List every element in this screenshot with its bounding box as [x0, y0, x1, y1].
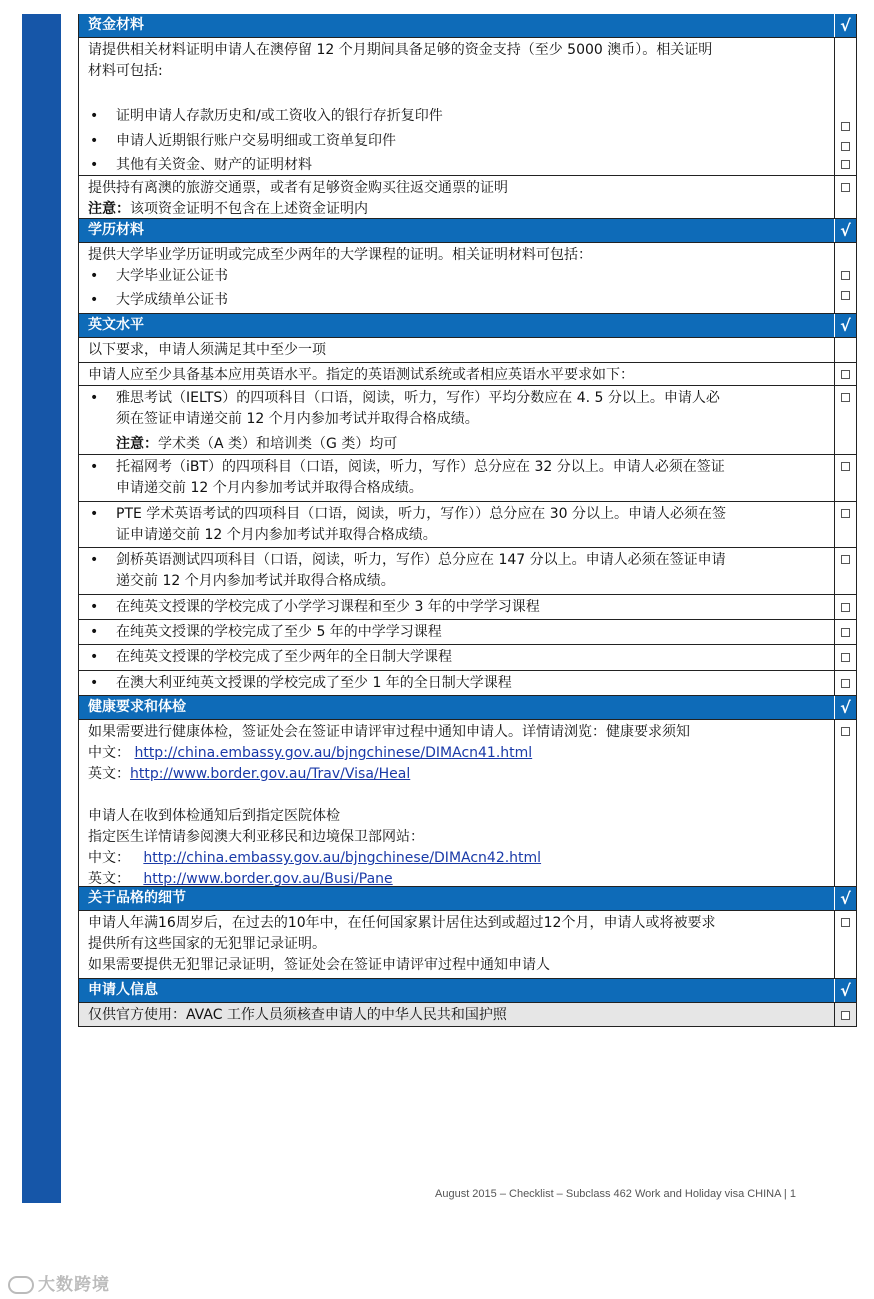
checkbox[interactable] [841, 291, 850, 300]
watermark-logo-icon [8, 1276, 34, 1294]
school-row [79, 671, 856, 696]
list-item: • 在纯英文授课的学校完成了至少 5 年的中学学习课程 [90, 624, 442, 640]
note-text: 该项资金证明不包含在上述资金证明内 [130, 201, 368, 217]
section-title: 英文水平 [79, 314, 835, 337]
checkbox[interactable] [841, 918, 850, 927]
check-mark-icon: √ [840, 698, 851, 717]
section-title: 申请人信息 [79, 979, 835, 1002]
checkbox[interactable] [841, 509, 850, 518]
link-label: 中文： [88, 745, 130, 761]
health-row [79, 720, 856, 887]
english-requirement-row [79, 338, 856, 363]
checkbox[interactable] [841, 183, 850, 192]
check-mark-icon: √ [840, 221, 851, 240]
check-mark-icon: √ [840, 316, 851, 335]
checkbox[interactable] [841, 393, 850, 402]
list-item: • 在纯英文授课的学校完成了至少两年的全日制大学课程 [90, 649, 452, 665]
list-item: • 在纯英文授课的学校完成了小学学习课程和至少 3 年的中学学习课程 [90, 599, 540, 615]
checkbox[interactable] [841, 727, 850, 736]
ielts-row [79, 386, 856, 455]
section-header-applicant [79, 979, 856, 1003]
health-link-en[interactable]: http://www.border.gov.au/Trav/Visa/Heal [130, 766, 411, 782]
checkbox[interactable] [841, 1011, 850, 1020]
check-mark-icon: √ [840, 16, 851, 35]
note-label: 注意： [116, 436, 158, 452]
health-text: 申请人在收到体检通知后到指定医院体检 [88, 808, 340, 824]
cambridge-row [79, 548, 856, 595]
english-basic-row [79, 363, 856, 386]
funds-intro-2: 材料可包括: [88, 63, 163, 79]
section-header-education [79, 219, 856, 243]
school-row [79, 595, 856, 620]
page-footer: August 2015 – Checklist – Subclass 462 Work and Holiday visa CHINA | 1 [435, 1188, 796, 1200]
school-row [79, 620, 856, 645]
link-label: 英文： [88, 871, 130, 887]
school-row [79, 645, 856, 671]
character-row [79, 911, 856, 979]
ticket-row [79, 176, 856, 219]
section-header-english [79, 314, 856, 338]
list-item: • 大学毕业证公证书 [90, 268, 228, 284]
watermark: 大数跨境 [8, 1270, 110, 1295]
basic-english-text: 申请人应至少具备基本应用英语水平。指定的英语测试系统或者相应英语水平要求如下： [79, 363, 835, 385]
doctor-link-cn[interactable]: http://china.embassy.gov.au/bjngchinese/DIMAcn42.html [143, 850, 542, 866]
section-header-funds [79, 14, 856, 38]
list-item: • 大学成绩单公证书 [90, 292, 228, 308]
list-item: • 雅思考试（IELTS）的四项科目（口语，阅读，听力，写作）平均分数应在 4. 5 分以上。申请人必 须在签证申请递交前 12 个月内参加考试并取得合格成绩。 [90, 390, 720, 427]
list-item: • 证明申请人存款历史和/或工资收入的银行存折复印件 [90, 108, 443, 124]
doctor-link-en[interactable]: http://www.border.gov.au/Busi/Pane [143, 871, 393, 887]
list-item: • 申请人近期银行账户交易明细或工资单复印件 [90, 133, 396, 149]
checkbox[interactable] [841, 370, 850, 379]
checkbox[interactable] [841, 603, 850, 612]
checkbox[interactable] [841, 142, 850, 151]
checkbox[interactable] [841, 679, 850, 688]
toefl-row [79, 455, 856, 502]
education-intro: 提供大学毕业学历证明或完成至少两年的大学课程的证明。相关证明材料可包括： [88, 247, 592, 263]
checkbox[interactable] [841, 462, 850, 471]
check-mark-icon: √ [840, 981, 851, 1000]
section-header-health [79, 696, 856, 720]
section-title: 关于品格的细节 [79, 887, 835, 910]
list-item: • 其他有关资金、财产的证明材料 [90, 157, 312, 173]
requirement-text: 以下要求，申请人须满足其中至少一项 [79, 338, 835, 362]
sidebar-band [22, 14, 61, 1203]
checkbox[interactable] [841, 555, 850, 564]
checkbox[interactable] [841, 653, 850, 662]
ticket-text: 提供持有离澳的旅游交通票，或者有足够资金购买往返交通票的证明 [88, 180, 508, 196]
list-item: • PTE 学术英语考试的四项科目（口语，阅读，听力，写作））总分应在 30 分以上。申请人必须在签 证申请递交前 12 个月内参加考试并取得合格成绩。 [90, 506, 727, 543]
section-title: 学历材料 [79, 219, 835, 242]
checkbox[interactable] [841, 122, 850, 131]
list-item: • 在澳大利亚纯英文授课的学校完成了至少 1 年的全日制大学课程 [90, 675, 512, 691]
checklist-table [78, 14, 857, 1027]
link-label: 英文： [88, 766, 130, 782]
character-text: 提供所有这些国家的无犯罪记录证明。 [88, 936, 326, 952]
section-header-character [79, 887, 856, 911]
official-use-row [79, 1003, 856, 1027]
health-text: 如果需要进行健康体检，签证处会在签证申请评审过程中通知申请人。详情请浏览：健康要求须知 [88, 724, 690, 740]
note-text: 学术类（A 类）和培训类（G 类）均可 [158, 436, 398, 452]
pte-row [79, 502, 856, 548]
list-item: • 剑桥英语测试四项科目（口语，阅读，听力，写作）总分应在 147 分以上。申请人必须在签证申请 递交前 12 个月内参加考试并取得合格成绩。 [90, 552, 726, 589]
character-text: 申请人年满16周岁后，在过去的10年中，在任何国家累计居住达到或超过12个月，申请人或将被要求 [88, 915, 716, 931]
link-label: 中文： [88, 850, 130, 866]
list-item: • 托福网考（iBT）的四项科目（口语，阅读，听力，写作）总分应在 32 分以上。申请人必须在签证 申请递交前 12 个月内参加考试并取得合格成绩。 [90, 459, 725, 496]
health-text: 指定医生详情请参阅澳大利亚移民和边境保卫部网站： [88, 829, 424, 845]
character-text: 如果需要提供无犯罪记录证明，签证处会在签证申请评审过程中通知申请人 [88, 957, 550, 973]
official-use-text: 仅供官方使用：AVAC 工作人员须核查申请人的中华人民共和国护照 [79, 1003, 835, 1026]
funds-evidence-row [79, 38, 856, 176]
checkbox[interactable] [841, 628, 850, 637]
check-mark-icon: √ [840, 889, 851, 908]
checkbox[interactable] [841, 160, 850, 169]
note-label: 注意： [88, 201, 130, 217]
funds-intro: 请提供相关材料证明申请人在澳停留 12 个月期间具备足够的资金支持（至少 5000 澳币）。相关证明 [88, 42, 713, 58]
section-title: 健康要求和体检 [79, 696, 835, 719]
health-link-cn[interactable]: http://china.embassy.gov.au/bjngchinese/DIMAcn41.html [134, 745, 533, 761]
education-row [79, 243, 856, 314]
section-title: 资金材料 [79, 14, 835, 37]
checkbox[interactable] [841, 271, 850, 280]
